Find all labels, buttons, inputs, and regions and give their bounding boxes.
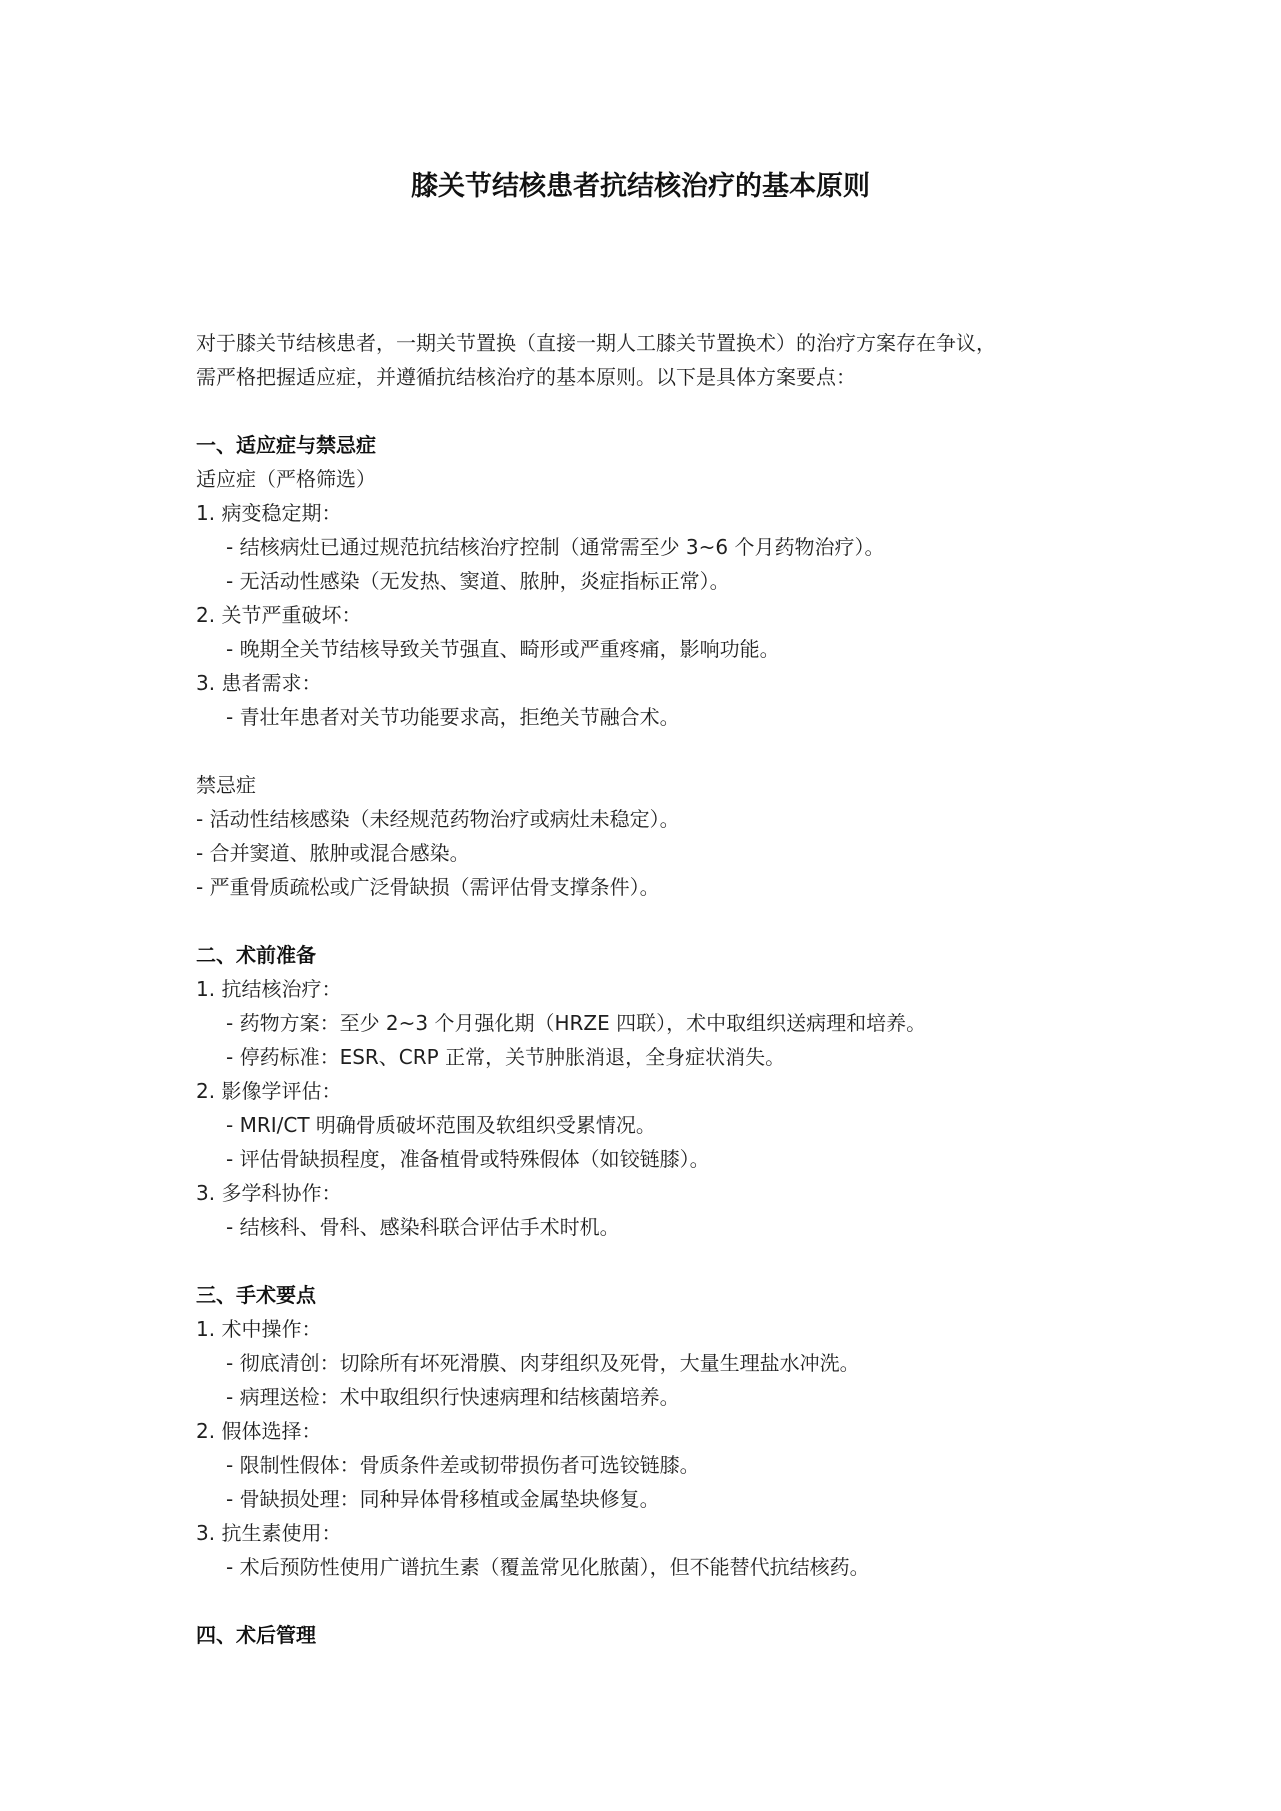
- list-item: 2. 假体选择：: [196, 1419, 322, 1443]
- list-subitem: - 结核科、骨科、感染科联合评估手术时机。: [226, 1215, 620, 1239]
- list-subitem: - MRI/CT 明确骨质破坏范围及软组织受累情况。: [226, 1113, 656, 1137]
- list-item: 2. 关节严重破坏：: [196, 603, 362, 627]
- subheading-contraindications: 禁忌症: [196, 773, 256, 797]
- list-subitem: - 停药标准：ESR、CRP 正常，关节肿胀消退，全身症状消失。: [226, 1045, 786, 1069]
- intro-line-2: 需严格把握适应症，并遵循抗结核治疗的基本原则。以下是具体方案要点：: [196, 365, 856, 389]
- list-subitem: - 无活动性感染（无发热、窦道、脓肿，炎症指标正常）。: [226, 569, 730, 593]
- list-item: 2. 影像学评估：: [196, 1079, 342, 1103]
- list-item: - 合并窦道、脓肿或混合感染。: [196, 841, 470, 865]
- section-heading-indications: 一、适应症与禁忌症: [196, 433, 376, 457]
- list-subitem: - 结核病灶已通过规范抗结核治疗控制（通常需至少 3~6 个月药物治疗）。: [226, 535, 885, 559]
- list-item: 1. 抗结核治疗：: [196, 977, 342, 1001]
- list-subitem: - 病理送检：术中取组织行快速病理和结核菌培养。: [226, 1385, 680, 1409]
- list-item: - 活动性结核感染（未经规范药物治疗或病灶未稳定）。: [196, 807, 680, 831]
- intro-line-1: 对于膝关节结核患者，一期关节置换（直接一期人工膝关节置换术）的治疗方案存在争议，: [196, 331, 996, 355]
- list-subitem: - 彻底清创：切除所有坏死滑膜、肉芽组织及死骨，大量生理盐水冲洗。: [226, 1351, 860, 1375]
- list-item: 3. 多学科协作：: [196, 1181, 342, 1205]
- list-item: 1. 病变稳定期：: [196, 501, 342, 525]
- list-item: - 严重骨质疏松或广泛骨缺损（需评估骨支撑条件）。: [196, 875, 660, 899]
- list-subitem: - 药物方案：至少 2~3 个月强化期（HRZE 四联），术中取组织送病理和培养。: [226, 1011, 927, 1035]
- list-subitem: - 评估骨缺损程度，准备植骨或特殊假体（如铰链膝）。: [226, 1147, 710, 1171]
- list-subitem: - 限制性假体：骨质条件差或韧带损伤者可选铰链膝。: [226, 1453, 700, 1477]
- list-subitem: - 青壮年患者对关节功能要求高，拒绝关节融合术。: [226, 705, 680, 729]
- list-subitem: - 晚期全关节结核导致关节强直、畸形或严重疼痛，影响功能。: [226, 637, 780, 661]
- list-item: 3. 抗生素使用：: [196, 1521, 342, 1545]
- document-title: 膝关节结核患者抗结核治疗的基本原则: [411, 171, 870, 202]
- list-subitem: - 术后预防性使用广谱抗生素（覆盖常见化脓菌），但不能替代抗结核药。: [226, 1555, 870, 1579]
- list-subitem: - 骨缺损处理：同种异体骨移植或金属垫块修复。: [226, 1487, 660, 1511]
- list-item: 3. 患者需求：: [196, 671, 322, 695]
- section-heading-postop: 四、术后管理: [196, 1623, 316, 1647]
- document-body: [196, 326, 1116, 1652]
- subheading-indications: 适应症（严格筛选）: [196, 467, 376, 491]
- section-heading-preop: 二、术前准备: [196, 943, 316, 967]
- section-heading-surgery: 三、手术要点: [196, 1283, 316, 1307]
- list-item: 1. 术中操作：: [196, 1317, 322, 1341]
